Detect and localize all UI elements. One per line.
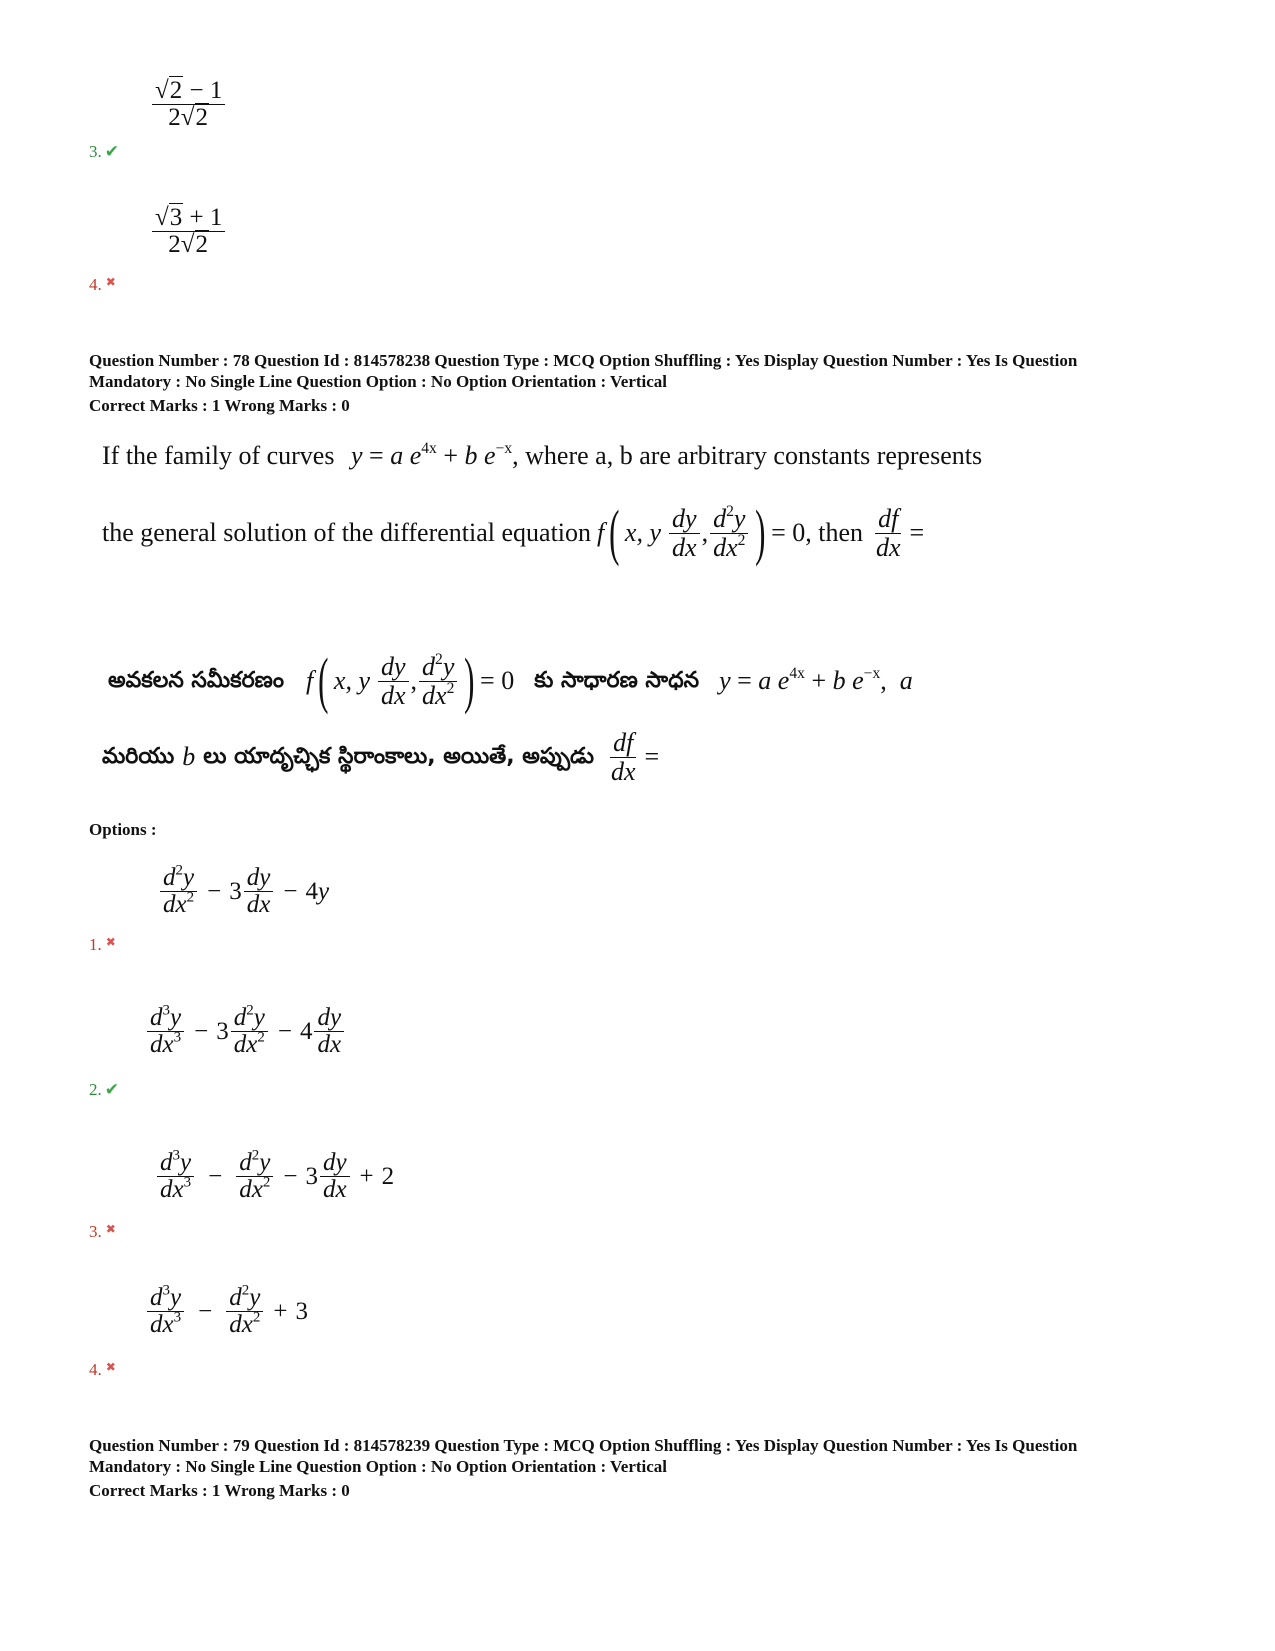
q78-meta-line2: Mandatory : No Single Line Question Option : No Option Orientation : Vertical xyxy=(89,372,668,391)
q78-english-line1: If the family of curves y = a $e^{4x} + b$ $e^{-x}$, where a, b are arbitrary constants represents xyxy=(102,440,983,470)
q78-meta xyxy=(89,350,1209,416)
cross-icon: ✖ xyxy=(105,1360,116,1374)
option-1-number: 1. ✖ xyxy=(89,935,116,954)
q78-telugu-line2: మరియు b లు యాదృచ్ఛిక స్థిరాంకాలు, అయితే, అప్పుడు $\frac{df}{dx}$ = xyxy=(102,728,660,786)
q78-telugu-line1: అవకలన సమీకరణం f ( x, y $\frac{dy}{dx}$ , $\frac{d^2y}{dx^2}$ ) = 0 కు సాధారణ సాధన y = a $e^{4x} + b$ $e^{-x}$, a xyxy=(108,647,913,715)
option-2-expression: $\frac{d^3y}{dx^3}$ − 3 $\frac{d^2y}{dx^2}$ − 4 $\frac{dy}{dx}$ xyxy=(145,1005,346,1059)
option-4-number: 4. ✖ xyxy=(89,1360,116,1379)
option-3-number: 3. ✖ xyxy=(89,1222,116,1241)
check-icon: ✔ xyxy=(104,1080,119,1099)
option-1-expression: $\frac{d^2y}{dx^2}$ − 3 $\frac{dy}{dx}$ − 4 y xyxy=(158,865,329,919)
prev-option-3-expression: $\frac{√2 - 1}{2√2}$ xyxy=(150,78,227,132)
cross-icon: ✖ xyxy=(105,275,116,289)
q79-meta-line1: Question Number : 79 Question Id : 814578239 Question Type : MCQ Option Shuffling : Yes Display Question Number : Yes Is Question xyxy=(89,1436,1078,1455)
cross-icon: ✖ xyxy=(105,1222,116,1236)
q79-marks: Correct Marks : 1 Wrong Marks : 0 xyxy=(89,1481,350,1500)
q79-meta-line2: Mandatory : No Single Line Question Option : No Option Orientation : Vertical xyxy=(89,1457,668,1476)
prev-option-3-number: 3. ✔ xyxy=(89,142,119,161)
q78-english-line2: the general solution of the differential equation f ( x, y $\frac{dy}{dx}$ , $\frac{d^2y}{dx^2}$ ) = 0 , then $\frac{df}{dx}$ = xyxy=(102,499,925,567)
option-2-number: 2. ✔ xyxy=(89,1080,119,1099)
prev-option-4-number: 4. ✖ xyxy=(89,275,116,294)
prev-option-4-expression: $\frac{√3 + 1}{2√2}$ xyxy=(150,205,227,259)
options-label: Options : xyxy=(89,820,157,839)
cross-icon: ✖ xyxy=(105,935,116,949)
q78-marks: Correct Marks : 1 Wrong Marks : 0 xyxy=(89,396,350,415)
option-4-expression: $\frac{d^3y}{dx^3}$ − $\frac{d^2y}{dx^2}$ + 3 xyxy=(145,1285,308,1339)
q79-meta xyxy=(89,1435,1209,1501)
q78-meta-line1: Question Number : 78 Question Id : 814578238 Question Type : MCQ Option Shuffling : Yes Display Question Number : Yes Is Question xyxy=(89,351,1078,370)
option-3-expression: $\frac{d^3y}{dx^3}$ − $\frac{d^2y}{dx^2}$ − 3 $\frac{dy}{dx}$ + 2 xyxy=(155,1150,394,1204)
check-icon: ✔ xyxy=(104,142,119,161)
